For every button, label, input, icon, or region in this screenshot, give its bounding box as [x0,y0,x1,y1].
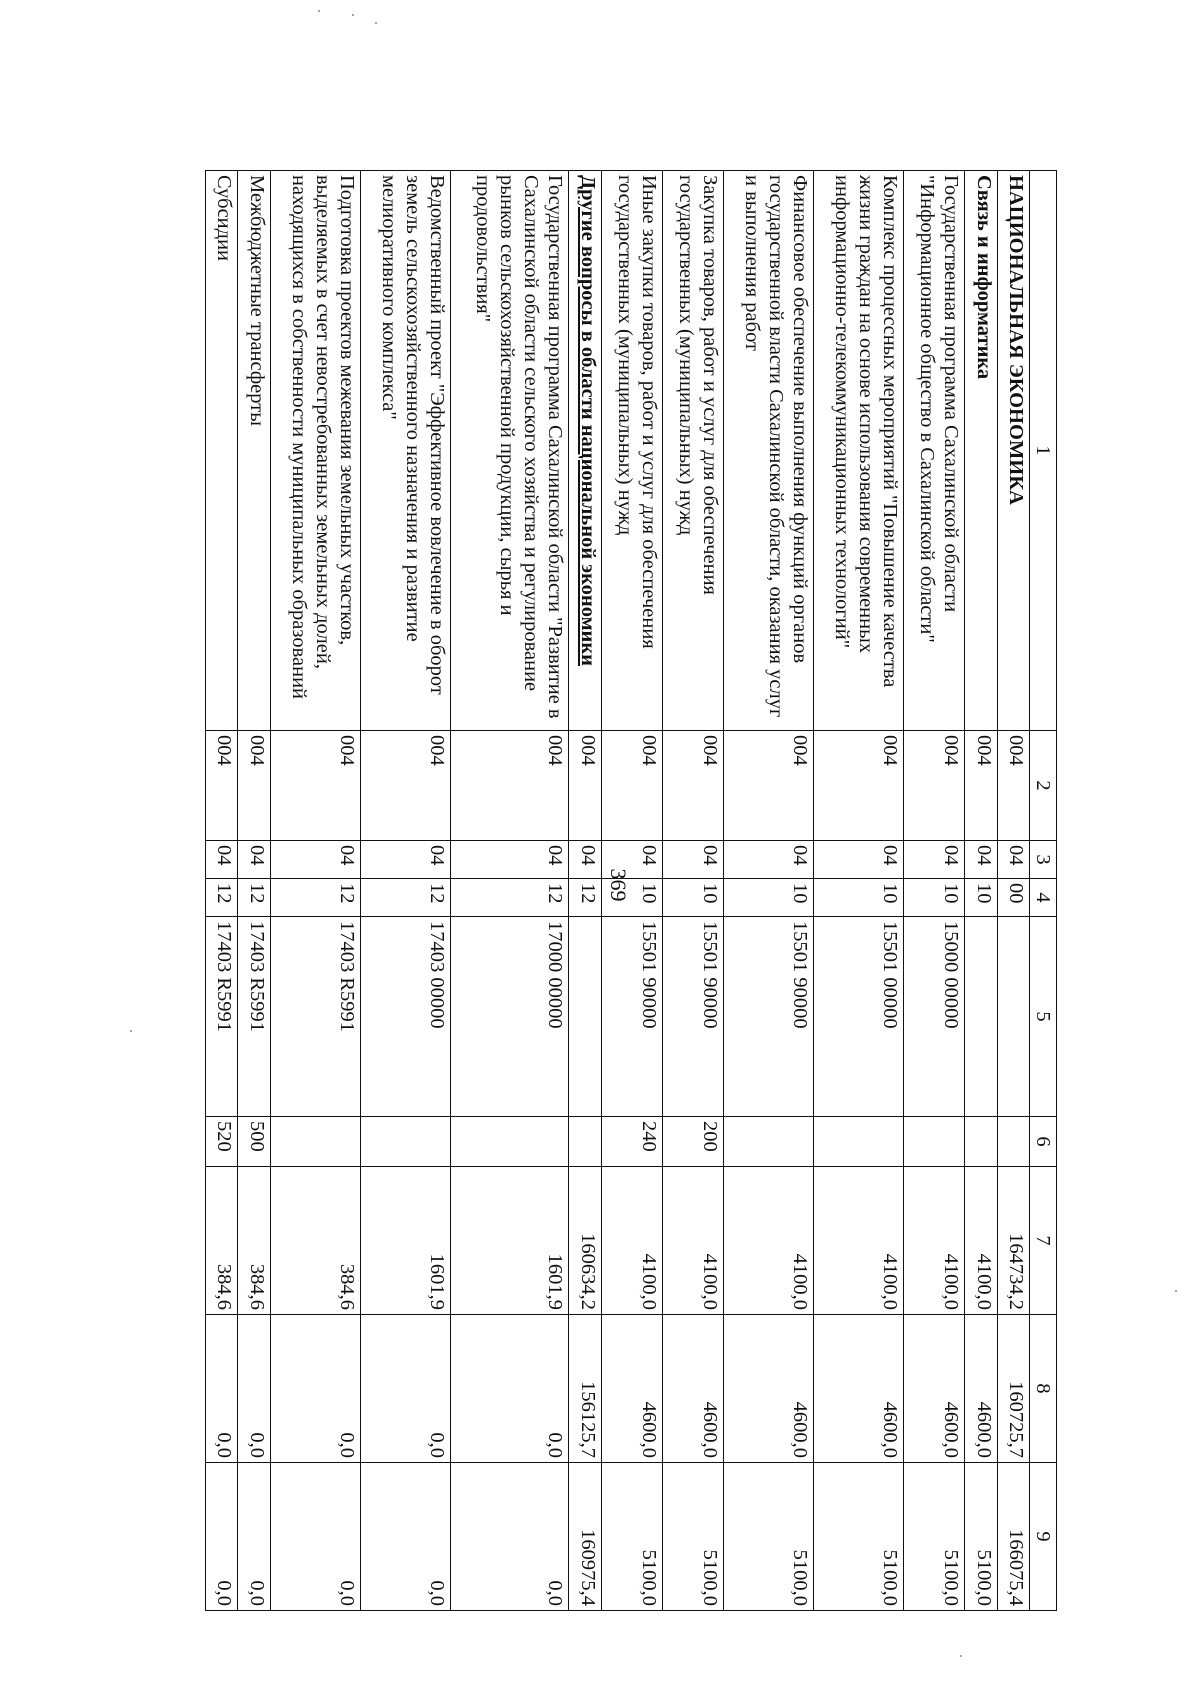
column-header-7: 7 [1030,1167,1057,1315]
table-row [997,171,1029,1611]
code-subsection: 12 [450,879,569,917]
table-row [904,171,965,1611]
code-subsection: 10 [663,879,724,917]
amount-year-3: 5100,0 [663,1463,724,1611]
code-subsection: 12 [270,879,360,917]
code-expense-type [450,1117,569,1167]
code-expense-type [360,1117,450,1167]
amount-year-1: 4100,0 [814,1167,904,1315]
table-header-row [1030,171,1057,1611]
amount-year-2: 4600,0 [904,1315,965,1463]
amount-year-2: 156125,7 [569,1315,601,1463]
amount-year-3: 5100,0 [601,1463,662,1611]
code-target [569,917,601,1117]
code-admin: 004 [724,731,814,841]
code-target: 17403 00000 [360,917,450,1117]
amount-year-2: 0,0 [450,1315,569,1463]
code-target: 17403 R5991 [206,917,238,1117]
table-row [965,171,997,1611]
budget-table [205,170,1057,1611]
amount-year-3: 0,0 [206,1463,238,1611]
code-target: 15501 90000 [724,917,814,1117]
row-name: Иные закупки товаров, работ и услуг для обеспечения государственных (муниципальных) нужд [601,171,662,731]
table-row [569,171,601,1611]
column-header-2: 2 [1030,731,1057,841]
code-admin: 004 [238,731,270,841]
row-name: Государственная программа Сахалинской области "Развитие в Сахалинской области сельского хозяйства и регулирование рынков сельскохозяйственной продукции, сырья и продовольствия" [450,171,569,731]
amount-year-3: 160975,4 [569,1463,601,1611]
budget-table-rotated [205,170,1057,1610]
row-name: Связь и информатика [965,171,997,731]
code-expense-type: 240 [601,1117,662,1167]
code-expense-type: 200 [663,1117,724,1167]
code-admin: 004 [601,731,662,841]
amount-year-1: 4100,0 [601,1167,662,1315]
amount-year-1: 160634,2 [569,1167,601,1315]
amount-year-2: 0,0 [360,1315,450,1463]
code-subsection: 10 [814,879,904,917]
amount-year-3: 166075,4 [997,1463,1029,1611]
column-header-8: 8 [1030,1315,1057,1463]
code-expense-type: 520 [206,1117,238,1167]
amount-year-1: 1601,9 [360,1167,450,1315]
amount-year-3: 0,0 [360,1463,450,1611]
amount-year-1: 384,6 [206,1167,238,1315]
code-section: 04 [965,841,997,879]
code-target: 15501 90000 [663,917,724,1117]
code-admin: 004 [663,731,724,841]
code-section: 04 [206,841,238,879]
code-subsection: 10 [965,879,997,917]
code-section: 04 [904,841,965,879]
column-header-6: 6 [1030,1117,1057,1167]
amount-year-1: 4100,0 [965,1167,997,1315]
code-admin: 004 [270,731,360,841]
code-section: 04 [270,841,360,879]
code-subsection: 10 [601,879,662,917]
code-section: 04 [360,841,450,879]
code-subsection: 12 [360,879,450,917]
code-subsection: 12 [569,879,601,917]
amount-year-2: 4600,0 [601,1315,662,1463]
page-number: 369 [606,868,631,902]
code-target: 15501 00000 [814,917,904,1117]
code-expense-type [814,1117,904,1167]
column-header-1: 1 [1030,171,1057,731]
code-target: 15501 90000 [601,917,662,1117]
code-admin: 004 [450,731,569,841]
amount-year-3: 0,0 [238,1463,270,1611]
amount-year-1: 4100,0 [724,1167,814,1315]
row-name: Другие вопросы в области национальной экономики [569,171,601,731]
table-row [601,171,662,1611]
amount-year-2: 4600,0 [965,1315,997,1463]
row-name: Субсидии [206,171,238,731]
amount-year-3: 5100,0 [814,1463,904,1611]
code-admin: 004 [814,731,904,841]
code-expense-type [270,1117,360,1167]
table-row [663,171,724,1611]
row-name: Комплекс процессных мероприятий "Повышение качества жизни граждан на основе использования современных информационно-телекоммуникационных технологий" [814,171,904,731]
code-target: 17403 R5991 [238,917,270,1117]
table-row [724,171,814,1611]
code-subsection: 12 [206,879,238,917]
column-header-4: 4 [1030,879,1057,917]
row-name: Государственная программа Сахалинской области "Информационное общество в Сахалинской области" [904,171,965,731]
code-target: 17000 00000 [450,917,569,1117]
row-name: НАЦИОНАЛЬНАЯ ЭКОНОМИКА [997,171,1029,731]
code-admin: 004 [965,731,997,841]
amount-year-1: 4100,0 [663,1167,724,1315]
row-name: Межбюджетные трансферты [238,171,270,731]
table-row [814,171,904,1611]
scan-speck [318,10,320,12]
amount-year-3: 5100,0 [724,1463,814,1611]
amount-year-1: 1601,9 [450,1167,569,1315]
code-target: 17403 R5991 [270,917,360,1117]
code-section: 04 [663,841,724,879]
code-admin: 004 [569,731,601,841]
code-section: 04 [724,841,814,879]
code-expense-type [724,1117,814,1167]
amount-year-3: 5100,0 [965,1463,997,1611]
code-admin: 004 [904,731,965,841]
column-header-3: 3 [1030,841,1057,879]
amount-year-2: 4600,0 [663,1315,724,1463]
code-subsection: 12 [238,879,270,917]
table-row [450,171,569,1611]
column-header-5: 5 [1030,917,1057,1117]
amount-year-1: 384,6 [238,1167,270,1315]
column-header-9: 9 [1030,1463,1057,1611]
amount-year-2: 0,0 [270,1315,360,1463]
amount-year-3: 0,0 [450,1463,569,1611]
code-expense-type: 500 [238,1117,270,1167]
scan-speck [352,14,354,16]
table-row [206,171,238,1611]
table-row [270,171,360,1611]
scan-speck [130,1030,132,1032]
row-name: Ведомственный проект "Эффективное вовлечение в оборот земель сельскохозяйственного назначения и развитие мелиоративного комплекса" [360,171,450,731]
code-target [997,917,1029,1117]
code-admin: 004 [997,731,1029,841]
amount-year-2: 4600,0 [724,1315,814,1463]
amount-year-1: 384,6 [270,1167,360,1315]
code-expense-type [997,1117,1029,1167]
scan-speck [375,22,377,24]
code-admin: 004 [206,731,238,841]
amount-year-2: 4600,0 [814,1315,904,1463]
amount-year-1: 164734,2 [997,1167,1029,1315]
code-subsection: 10 [904,879,965,917]
amount-year-2: 0,0 [238,1315,270,1463]
code-section: 04 [569,841,601,879]
table-body [206,171,1030,1611]
row-name: Закупка товаров, работ и услуг для обеспечения государственных (муниципальных) нужд [663,171,724,731]
scan-speck [1175,1290,1177,1292]
amount-year-1: 4100,0 [904,1167,965,1315]
code-subsection: 10 [724,879,814,917]
code-expense-type [569,1117,601,1167]
code-section: 04 [997,841,1029,879]
table-row [360,171,450,1611]
code-section: 04 [601,841,662,879]
table-row [238,171,270,1611]
row-name: Финансовое обеспечение выполнения функций органов государственной власти Сахалинской области, оказания услуг и выполнения работ [724,171,814,731]
code-target: 15000 00000 [904,917,965,1117]
code-section: 04 [238,841,270,879]
amount-year-2: 160725,7 [997,1315,1029,1463]
scan-speck [960,1655,962,1657]
code-admin: 004 [360,731,450,841]
code-target [965,917,997,1117]
row-name: Подготовка проектов межевания земельных участков, выделяемых в счет невостребованных земельных долей, находящихся в собственности муниципальных образований [270,171,360,731]
code-section: 04 [450,841,569,879]
code-section: 04 [814,841,904,879]
code-subsection: 00 [997,879,1029,917]
code-expense-type [965,1117,997,1167]
amount-year-2: 0,0 [206,1315,238,1463]
amount-year-3: 5100,0 [904,1463,965,1611]
amount-year-3: 0,0 [270,1463,360,1611]
code-expense-type [904,1117,965,1167]
